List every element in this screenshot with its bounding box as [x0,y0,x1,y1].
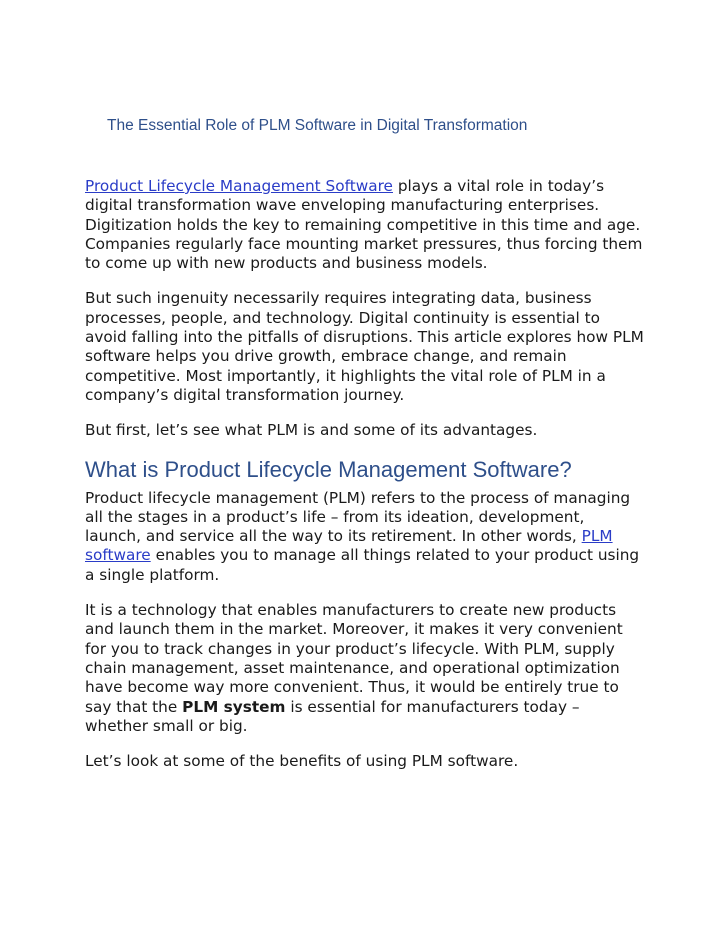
intro-paragraph [85,177,645,273]
section-heading: What is Product Lifecycle Management Software? [85,456,572,482]
technology-paragraph-text-after: is essential for manufacturers today – whether small or big. [85,697,580,735]
definition-paragraph-text-before: Product lifecycle management (PLM) refers to the process of managing all the stages in a product’s life – from its ideation, development, launch, and service all the way to its retirement. In other words, [85,488,631,546]
benefits-intro-paragraph: Let’s look at some of the benefits of using PLM software. [85,752,519,771]
plm-system-emphasis: PLM system [182,697,286,716]
plm-software-link[interactable]: Product Lifecycle Management Software [85,177,393,195]
transition-paragraph: But first, let’s see what PLM is and some of its advantages. [85,421,538,440]
technology-paragraph [85,601,645,736]
plm-software-inline-link[interactable]: PLM software [85,527,613,565]
definition-paragraph [85,489,645,585]
document-body [85,177,645,787]
technology-paragraph-text-before: It is a technology that enables manufacturers to create new products and launch them in the market. Moreover, it makes it very convenient for you to track changes in your product’s lifecycle. With PLM, supply chain management, asset maintenance, and operational optimization have become way more convenient. Thus, it would be entirely true to say that the [85,601,623,716]
ingenuity-paragraph: But such ingenuity necessarily requires integrating data, business processes, people, and technology. Digital continuity is essential to avoid falling into the pitfalls of disruptions. This article explores how PLM software helps you drive growth, embrace change, and remain competitive. Most importantly, it highlights the vital role of PLM in a company’s digital transformation journey. [85,289,644,404]
intro-paragraph-text: plays a vital role in today’s digital transformation wave enveloping manufacturing enterprises. Digitization holds the key to remaining competitive in this time and age. Companies regularly face mounting market pressures, thus forcing them to come up with new products and business models. [85,177,643,273]
document-title: The Essential Role of PLM Software in Digital Transformation [107,117,528,134]
definition-paragraph-text-after: enables you to manage all things related to your product using a single platform. [85,546,640,584]
